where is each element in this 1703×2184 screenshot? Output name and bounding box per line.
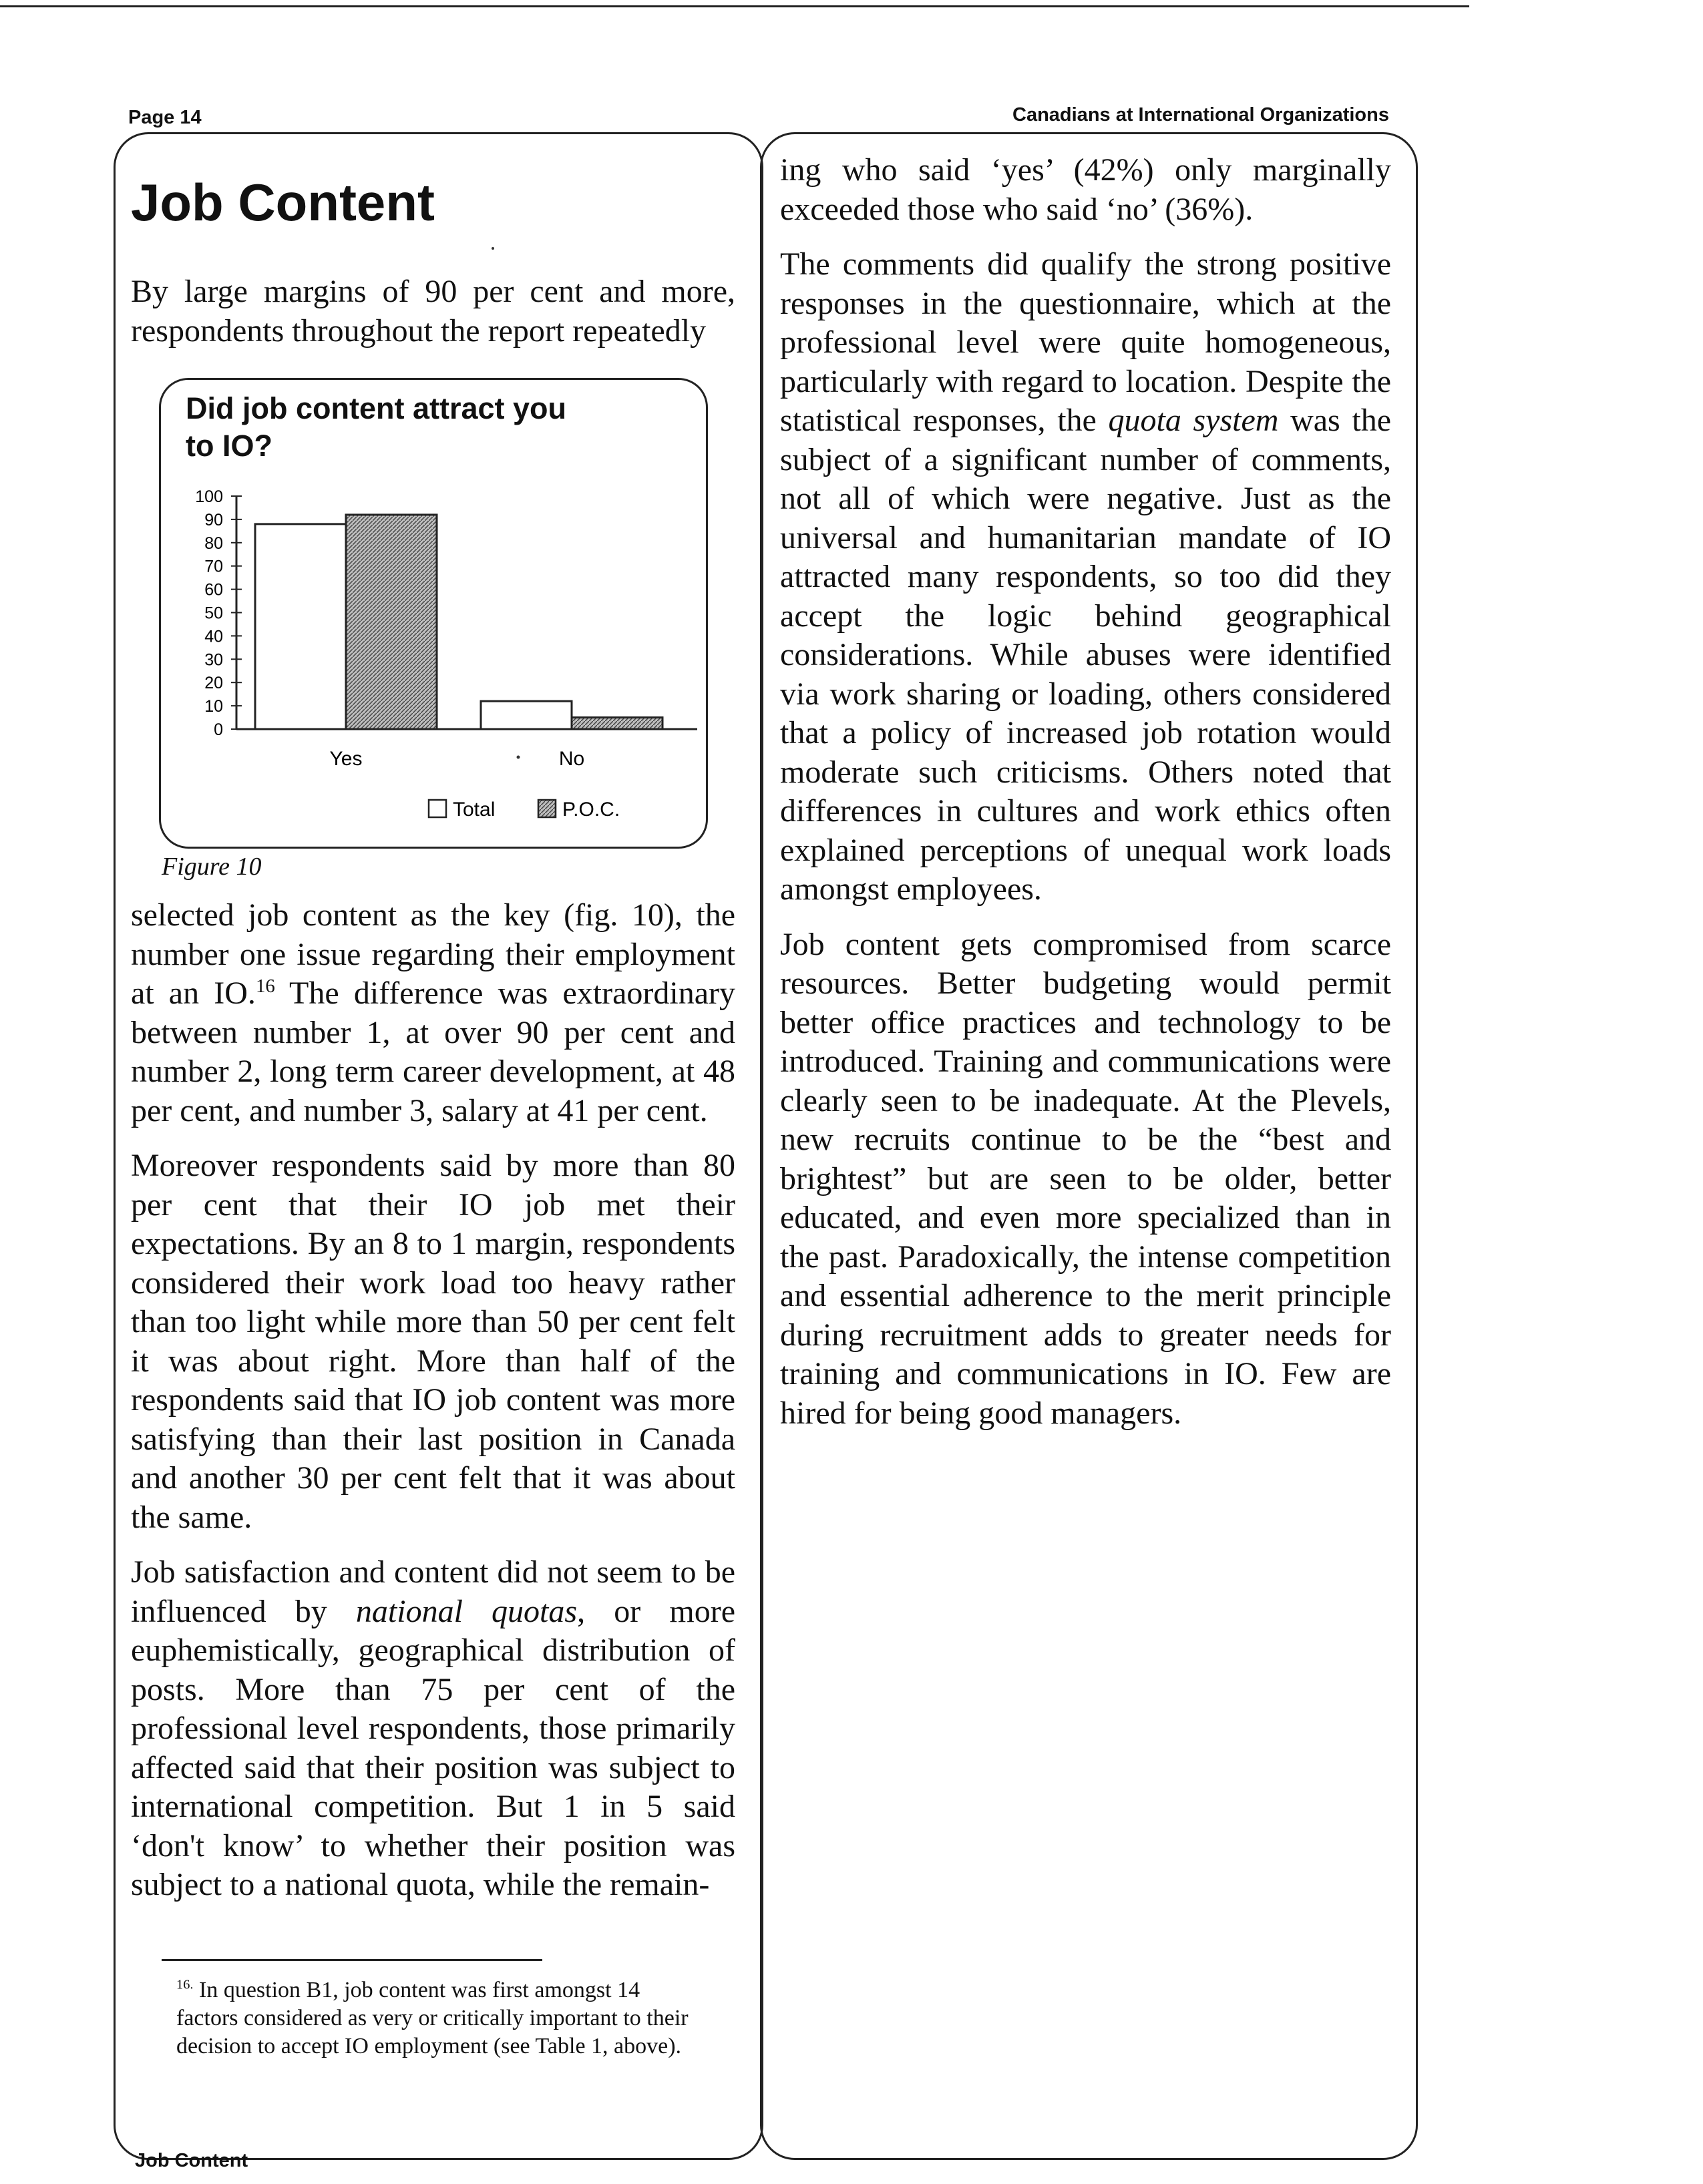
page-number: Page 14	[128, 107, 202, 128]
y-tick-label: 80	[204, 533, 223, 553]
running-footer: Job Content	[135, 2150, 248, 2171]
bar-total-no	[481, 701, 572, 729]
paragraph-text: The difference was extraordinary between number 1, at over 90 per cent and number 2, long term career development, at 48 per cent, and number 3, salary at 41 per cent.	[131, 975, 735, 1128]
right-column-body	[780, 151, 1391, 1449]
paragraph-text: Job satisfaction and content did not seem to be influenced by	[131, 1554, 735, 1629]
paragraph-resources: Job content gets compromised from scarce resources. Better budgeting would permit better office practices and technology to be introduced. Training and communications were clearly seen to be inadequate. At the Plevels, new recruits continue to be the “best and brightest” but are seen to be older, better educated, and even more specialized than in the past. Paradoxically, the intense competition and essential adherence to the merit principle during recruitment adds to greater needs for training and communications in IO. Few are hired for being good managers.	[780, 926, 1391, 1431]
section-title: Job Content	[131, 173, 435, 232]
bar-poc-yes	[346, 515, 437, 729]
paragraph-comments	[780, 245, 1391, 909]
y-tick-label: 10	[204, 697, 223, 716]
paragraph-text: was the subject of a significant number of comments, not all of which were negative. Just as the universal and humanitarian mandate of IO attracted many respondents, so too did they accept the logic behind geographical considerations. While abuses were identified via work sharing or loading, others considered that a policy of increased job rotation would moderate such criticisms. Others noted that differences in cultures and work ethics often explained perceptions of unequal work loads amongst employees.	[780, 403, 1392, 907]
footnote-text: In question B1, job content was first amongst 14 factors considered as very or critically important to their decision to accept IO employment (see Table 1, above).	[176, 1978, 689, 2058]
paragraph-text: , or more euphemistically, geographical distribution of posts. More than 75 per cent of the professional level respondents, those primarily affected said that their position was subject to international competition. But 1 in 5 said ‘don't know’ to whether their position was subject to a national quota, while the remain-	[131, 1593, 735, 1902]
paragraph-text: selected job content as the key (fig. 10), the number one issue regarding their employment at an IO.	[131, 897, 735, 1011]
bar-total-yes	[255, 524, 346, 729]
y-tick-label: 20	[204, 674, 223, 693]
intro-text: By large margins of 90 per cent and more, respondents throughout the report repeatedly	[131, 274, 735, 349]
legend-label: P.O.C.	[562, 799, 620, 821]
paragraph-text: The comments did qualify the strong positive responses in the questionnaire, which at the professional level were quite homogeneous, particularly with regard to location. Despite the statistical responses, the	[780, 246, 1391, 438]
legend-label: Total	[453, 799, 496, 821]
italic-term: quota system	[1108, 403, 1279, 438]
running-header: Canadians at International Organizations	[1012, 104, 1389, 126]
y-tick-label: 90	[204, 510, 223, 529]
legend-swatch	[538, 800, 556, 817]
y-tick-label: 40	[204, 627, 223, 646]
footnote-reference: 16	[255, 975, 275, 997]
footnote-marker: 16.	[176, 1977, 194, 1992]
x-tick-label: Yes	[329, 748, 363, 770]
legend-swatch	[429, 800, 446, 817]
y-tick-label: 70	[204, 557, 223, 576]
bar-poc-no	[572, 718, 663, 729]
chart-title: Did job content attract you to IO?	[186, 391, 567, 463]
y-tick-label: 60	[204, 580, 223, 600]
stray-dot	[517, 756, 520, 759]
paragraph-job-content-key	[131, 896, 735, 1130]
paragraph-yes-no: ing who said ‘yes’ (42%) only marginally exceeded those who said ‘no’ (36%).	[780, 152, 1391, 227]
left-column-body	[131, 896, 735, 1921]
footnote	[176, 1976, 697, 2060]
figure-caption: Figure 10	[162, 853, 262, 881]
italic-term: national quotas	[355, 1593, 578, 1629]
y-tick-label: 100	[195, 487, 223, 506]
y-tick-label: 50	[204, 604, 223, 623]
paragraph-quotas	[131, 1553, 735, 1905]
x-tick-label: No	[558, 748, 585, 770]
y-tick-label: 0	[214, 720, 223, 739]
footnote-divider	[162, 1959, 542, 1961]
y-tick-label: 30	[204, 650, 223, 670]
paragraph-expectations: Moreover respondents said by more than 80 per cent that their IO job met their expectations. By an 8 to 1 margin, respondents considered their work load too heavy rather than too light while more than 50 per cent felt it was about right. More than half of the respondents said that IO job content was more satisfying than their last position in Canada and another 30 per cent felt that it was about the same.	[131, 1148, 735, 1535]
